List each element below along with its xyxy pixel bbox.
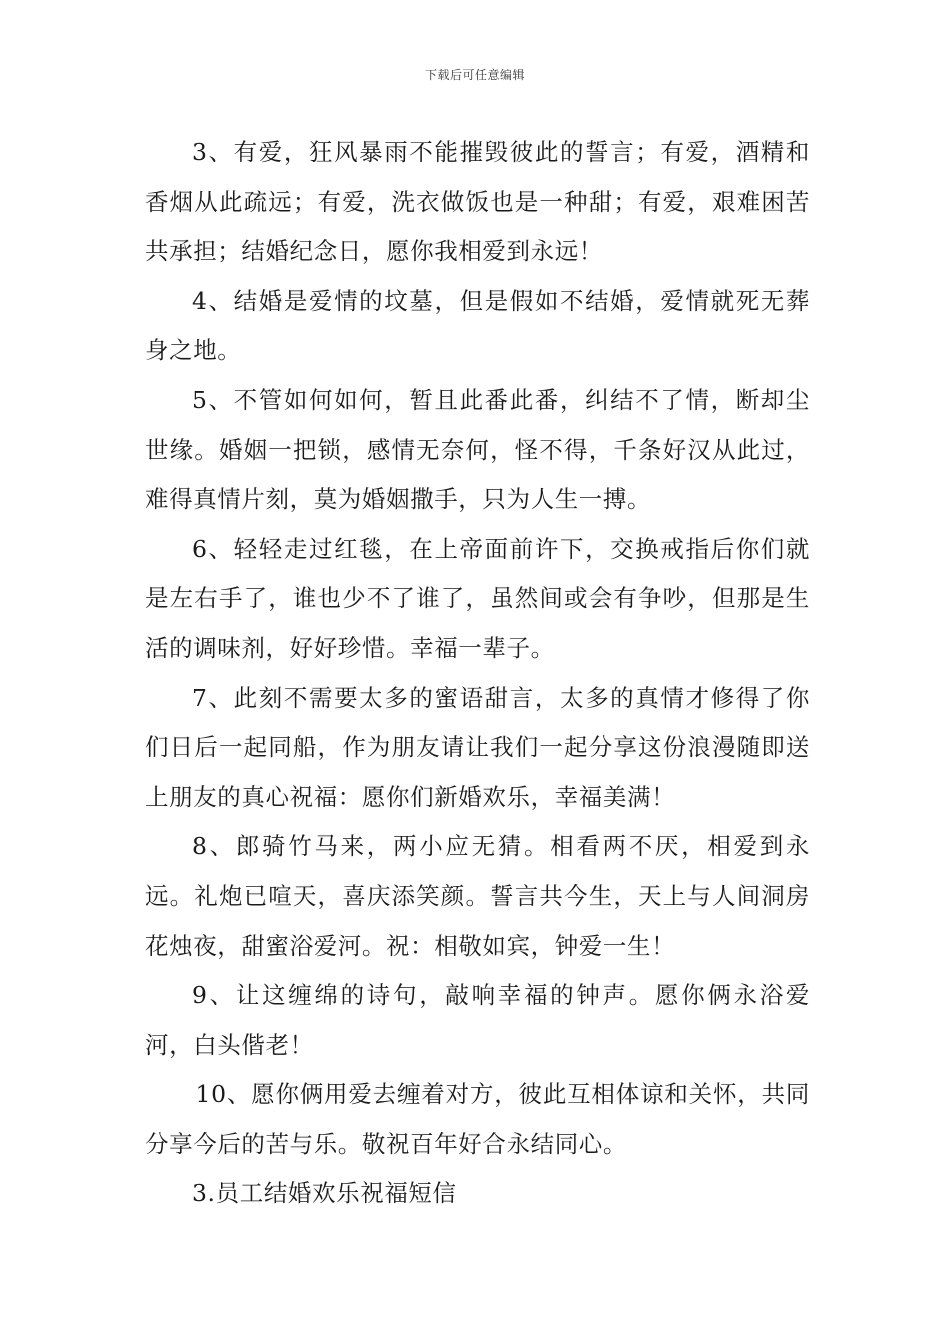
document-body [145,128,810,1219]
paragraph-7: 7、此刻不需要太多的蜜语甜言，太多的真情才修得了你们日后一起同船，作为朋友请让我们一起分享这份浪漫随即送上朋友的真心祝福：愿你们新婚欢乐，幸福美满！ [145,683,810,811]
paragraph-9: 9、让这缠绵的诗句，敲响幸福的钟声。愿你俩永浴爱河，白头偕老！ [145,981,810,1059]
paragraph-4: 4、结婚是爱情的坟墓，但是假如不结婚，爱情就死无葬身之地。 [145,286,810,365]
page-header-note: 下载后可任意编辑 [424,68,525,82]
section-heading: 3.员工结婚欢乐祝福短信 [192,1179,457,1208]
paragraph-5: 5、不管如何如何，暂且此番此番，纠结不了情，断却尘世缘。婚姻一把锁，感情无奈何，怪不得，千条好汉从此过，难得真情片刻，莫为婚姻撒手，只为人生一搏。 [145,385,810,514]
paragraph-6: 6、轻轻走过红毯，在上帝面前许下，交换戒指后你们就是左右手了，谁也少不了谁了，虽然间或会有争吵，但那是生活的调味剂，好好珍惜。幸福一辈子。 [145,534,810,662]
paragraph-3: 3、有爱，狂风暴雨不能摧毁彼此的誓言；有爱，酒精和香烟从此疏远；有爱，洗衣做饭也是一种甜；有爱，艰难困苦共承担；结婚纪念日，愿你我相爱到永远！ [145,138,810,266]
paragraph-8: 8、郎骑竹马来，两小应无猜。相看两不厌，相爱到永远。礼炮已喧天，喜庆添笑颜。誓言共今生，天上与人间洞房花烛夜，甜蜜浴爱河。祝：相敬如宾，钟爱一生！ [145,832,810,960]
paragraph-10: 10、愿你俩用爱去缠着对方，彼此互相体谅和关怀，共同分享今后的苦与乐。敬祝百年好合永结同心。 [145,1080,810,1158]
